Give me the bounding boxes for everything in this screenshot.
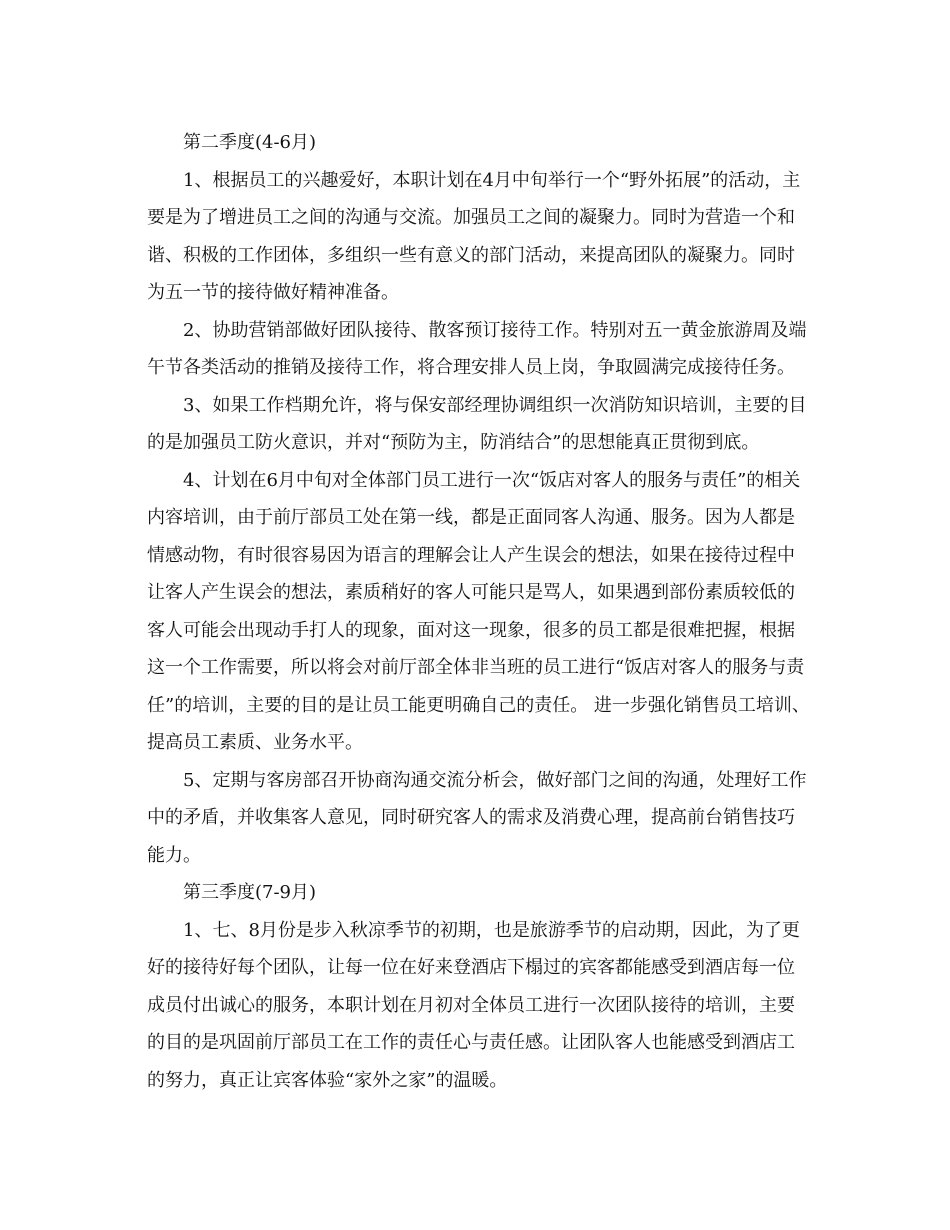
paragraph-q2-item-1: 1、根据员工的兴趣爱好，本职计划在4月中旬举行一个“野外拓展”的活动，主要是为了增进员工之间的沟通与交流。加强员工之间的凝聚力。同时为营造一个和谐、积极的工作团体，多组织一些有意义的部门活动，来提高团队的凝聚力。同时为五一节的接待做好精神准备。	[147, 169, 801, 303]
document-body	[147, 124, 812, 1099]
paragraph-q2-item-4: 4、计划在6月中旬对全体部门员工进行一次“饭店对客人的服务与责任”的相关内容培训，由于前厅部员工处在第一线，都是正面同客人沟通、服务。因为人都是情感动物，有时很容易因为语言的理解会让人产生误会的想法，如果在接待过程中让客人产生误会的想法，素质稍好的客人可能只是骂人，如果遇到部份素质较低的客人可能会出现动手打人的现象，面对这一现象，很多的员工都是很难把握，根据这一个工作需要，所以将会对前厅部全体非当班的员工进行“饭店对客人的服务与责任”的培训，主要的目的是让员工能更明确自己的责任。 进一步强化销售员工培训、提高员工素质、业务水平。	[147, 469, 810, 753]
paragraph-q2-item-3: 3、如果工作档期允许，将与保安部经理协调组织一次消防知识培训，主要的目的是加强员工防火意识，并对“预防为主，防消结合”的思想能真正贯彻到底。	[147, 394, 807, 453]
section-heading-q2: 第二季度(4-6月)	[183, 132, 317, 153]
paragraph-q3-item-1: 1、七、8月份是步入秋凉季节的初期，也是旅游季节的启动期，因此，为了更好的接待好每个团队，让每一位在好来登酒店下榻过的宾客都能感受到酒店每一位成员付出诚心的服务，本职计划在月初对全体员工进行一次团队接待的培训，主要的目的是巩固前厅部员工在工作的责任心与责任感。让团队客人也能感受到酒店工的努力，真正让宾客体验“家外之家”的温暖。	[147, 919, 800, 1091]
paragraph-q2-item-2: 2、协助营销部做好团队接待、散客预订接待工作。特别对五一黄金旅游周及端午节各类活动的推销及接待工作，将合理安排人员上岗，争取圆满完成接待任务。	[147, 319, 807, 378]
section-heading-q3: 第三季度(7-9月)	[183, 882, 317, 903]
paragraph-q2-item-5: 5、定期与客房部召开协商沟通交流分析会，做好部门之间的沟通，处理好工作中的矛盾，并收集客人意见，同时研究客人的需求及消费心理，提高前台销售技巧能力。	[147, 769, 807, 866]
